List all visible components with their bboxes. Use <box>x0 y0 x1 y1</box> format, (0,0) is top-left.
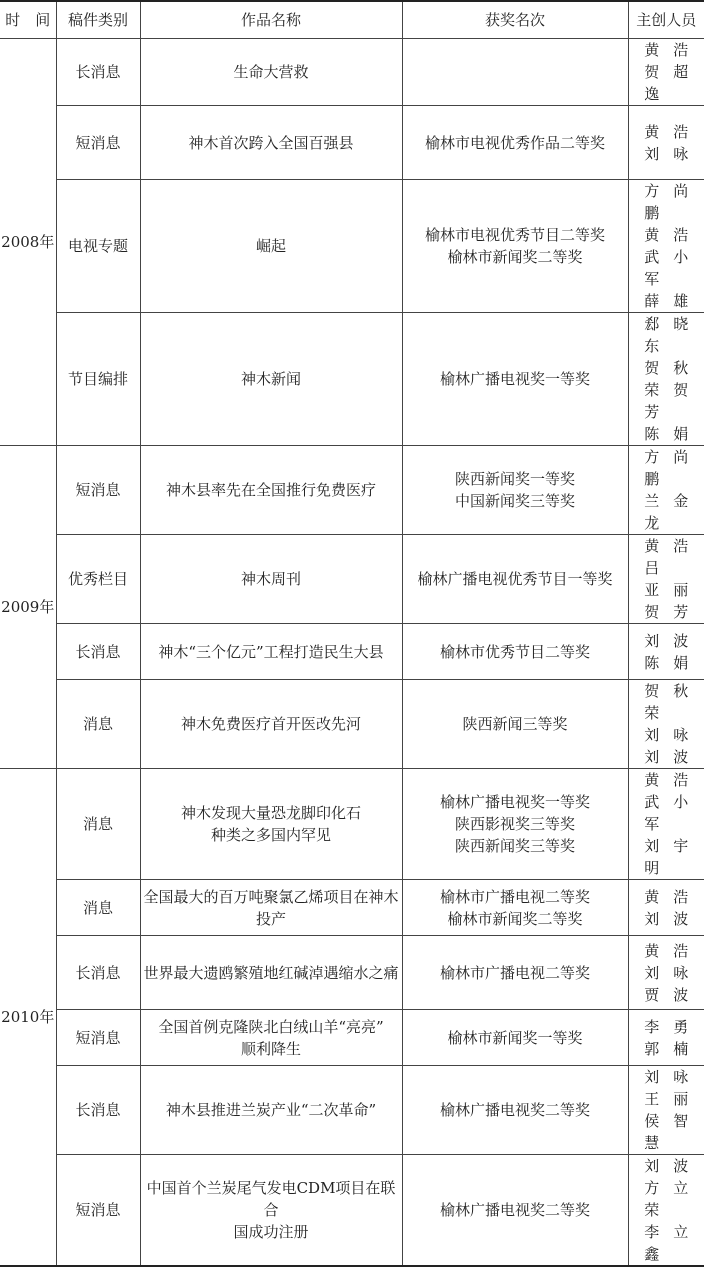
category-cell: 短消息 <box>56 446 140 535</box>
award-cell <box>402 180 628 313</box>
person-name: 陈娟 <box>644 653 689 672</box>
person-name: 贺秋荣 <box>644 682 689 722</box>
title-line: 神木首次跨入全国百强县 <box>188 133 354 152</box>
award-cell <box>402 535 628 624</box>
title-line: 种类之多国内罕见 <box>210 826 331 844</box>
person-name: 贺芳 <box>644 603 689 621</box>
person-name: 刘咏 <box>644 963 689 982</box>
header-row <box>0 1 704 39</box>
category-cell: 电视专题 <box>56 180 140 313</box>
table-row <box>0 313 704 446</box>
award-line: 榆林市优秀节目二等奖 <box>439 642 590 661</box>
title-cell <box>140 1066 402 1155</box>
award-cell <box>402 39 628 106</box>
category-cell: 短消息 <box>56 106 140 180</box>
person-name: 兰金龙 <box>644 492 689 532</box>
person-name: 刘波 <box>644 1157 689 1175</box>
person-name: 刘宇明 <box>644 837 689 877</box>
table-row <box>0 936 704 1010</box>
people-cell <box>628 180 704 313</box>
person-name: 贺秋 <box>644 359 689 377</box>
title-line: 崛起 <box>255 237 286 255</box>
people-cell <box>628 769 704 880</box>
people-cell <box>628 39 704 106</box>
award-line: 榆林市电视优秀节目二等奖 <box>424 226 605 244</box>
award-cell <box>402 313 628 446</box>
person-name: 黄浩 <box>644 771 689 789</box>
category-cell: 长消息 <box>56 39 140 106</box>
person-name: 方尚鹏 <box>644 182 689 222</box>
title-cell <box>140 180 402 313</box>
title-cell <box>140 769 402 880</box>
person-name: 刘波 <box>644 748 689 766</box>
title-cell <box>140 1155 402 1267</box>
person-name: 郄晓东 <box>644 315 689 355</box>
title-line: 世界最大遗鸥繁殖地红碱淖遇缩水之痛 <box>143 963 399 982</box>
person-name: 武小军 <box>644 248 689 288</box>
award-cell <box>402 880 628 936</box>
person-name: 李勇 <box>644 1017 689 1036</box>
person-name: 黄浩 <box>644 226 689 244</box>
person-name: 贾波 <box>644 985 689 1004</box>
title-cell <box>140 880 402 936</box>
title-cell <box>140 680 402 769</box>
title-line: 中国首个兰炭尾气发电CDM项目在联合 <box>146 1179 396 1219</box>
category-cell: 短消息 <box>56 1010 140 1066</box>
person-name: 李立鑫 <box>644 1223 689 1263</box>
people-cell <box>628 535 704 624</box>
person-name: 刘咏 <box>644 726 689 744</box>
category-cell: 短消息 <box>56 1155 140 1267</box>
table-row <box>0 39 704 106</box>
category-cell: 节目编排 <box>56 313 140 446</box>
table-row <box>0 106 704 180</box>
person-name: 武小军 <box>644 793 689 833</box>
award-line: 榆林市新闻奖二等奖 <box>447 248 583 266</box>
award-cell <box>402 680 628 769</box>
title-line: 神木免费医疗首开医改先河 <box>180 715 361 733</box>
person-name: 薛雄 <box>644 292 689 310</box>
title-cell <box>140 446 402 535</box>
table-row <box>0 880 704 936</box>
award-line: 陕西新闻三等奖 <box>462 715 568 733</box>
title-cell <box>140 106 402 180</box>
award-line: 榆林广播电视奖一等奖 <box>439 370 590 388</box>
person-name: 郭楠 <box>644 1039 689 1058</box>
person-name: 黄浩 <box>644 122 689 141</box>
title-cell <box>140 313 402 446</box>
category-cell: 长消息 <box>56 1066 140 1155</box>
person-name: 贺超逸 <box>644 63 689 103</box>
people-cell <box>628 880 704 936</box>
title-line: 国成功注册 <box>233 1223 309 1241</box>
header-title: 作品名称 <box>140 1 402 39</box>
award-line: 榆林广播电视奖一等奖 <box>439 793 590 811</box>
table-row <box>0 1066 704 1155</box>
award-line: 榆林广播电视奖二等奖 <box>439 1101 590 1119</box>
table-row <box>0 680 704 769</box>
title-cell <box>140 535 402 624</box>
person-name: 黄浩吕 <box>644 537 689 577</box>
title-line: 神木县推进兰炭产业“二次革命” <box>165 1101 377 1119</box>
award-line: 榆林市电视优秀作品二等奖 <box>424 133 605 152</box>
award-line: 榆林市广播电视二等奖 <box>439 887 590 906</box>
award-line: 陕西新闻奖一等奖 <box>454 470 575 488</box>
title-cell <box>140 39 402 106</box>
people-cell <box>628 313 704 446</box>
title-cell <box>140 936 402 1010</box>
person-name: 黄浩 <box>644 941 689 960</box>
table-row <box>0 180 704 313</box>
table-row <box>0 1155 704 1267</box>
person-name: 陈娟 <box>644 425 689 443</box>
title-line: 全国最大的百万吨聚氯乙烯项目在神木投产 <box>143 887 399 928</box>
title-line: 神木发现大量恐龙脚印化石 <box>180 804 361 822</box>
person-name: 荣贺芳 <box>644 381 689 421</box>
category-cell: 消息 <box>56 880 140 936</box>
person-name: 黄浩 <box>644 887 689 906</box>
category-cell: 消息 <box>56 769 140 880</box>
person-name: 侯智慧 <box>644 1112 689 1152</box>
person-name: 刘波 <box>644 631 689 650</box>
people-cell <box>628 680 704 769</box>
year-cell: 2008年 <box>0 39 56 446</box>
people-cell <box>628 624 704 680</box>
category-cell: 长消息 <box>56 624 140 680</box>
people-cell <box>628 446 704 535</box>
award-line: 榆林市新闻奖二等奖 <box>447 909 583 928</box>
person-name: 方尚鹏 <box>644 448 689 488</box>
award-line: 中国新闻奖三等奖 <box>454 492 575 510</box>
person-name: 刘波 <box>644 909 689 928</box>
year-cell: 2010年 <box>0 769 56 1267</box>
people-cell <box>628 106 704 180</box>
header-people: 主创人员 <box>628 1 704 39</box>
title-line: 神木新闻 <box>240 370 301 388</box>
category-cell: 消息 <box>56 680 140 769</box>
people-cell <box>628 1155 704 1267</box>
title-line: 生命大营救 <box>233 63 309 81</box>
people-cell <box>628 936 704 1010</box>
award-line: 榆林市广播电视二等奖 <box>439 963 590 982</box>
person-name: 刘咏 <box>644 144 689 163</box>
person-name: 黄浩 <box>644 41 689 59</box>
header-award: 获奖名次 <box>402 1 628 39</box>
award-line: 陕西影视奖三等奖 <box>454 815 575 833</box>
award-cell <box>402 106 628 180</box>
person-name: 亚丽 <box>644 581 689 599</box>
category-cell: 长消息 <box>56 936 140 1010</box>
year-cell: 2009年 <box>0 446 56 769</box>
title-line: 全国首例克隆陕北白绒山羊“亮亮” <box>158 1017 384 1036</box>
award-cell <box>402 769 628 880</box>
person-name: 王丽 <box>644 1090 689 1108</box>
people-cell <box>628 1066 704 1155</box>
award-line: 榆林广播电视奖二等奖 <box>439 1201 590 1219</box>
person-name: 刘咏 <box>644 1068 689 1086</box>
title-line: 顺利降生 <box>240 1039 301 1058</box>
table-row <box>0 624 704 680</box>
title-line: 神木周刊 <box>240 570 301 588</box>
title-line: 神木“三个亿元”工程打造民生大县 <box>158 642 384 661</box>
person-name: 方立荣 <box>644 1179 689 1219</box>
title-line: 神木县率先在全国推行免费医疗 <box>165 481 376 499</box>
title-cell <box>140 624 402 680</box>
award-cell <box>402 936 628 1010</box>
category-cell: 优秀栏目 <box>56 535 140 624</box>
award-line: 榆林广播电视优秀节目一等奖 <box>417 570 613 588</box>
award-cell <box>402 1066 628 1155</box>
table-row <box>0 535 704 624</box>
award-cell <box>402 624 628 680</box>
header-time: 时 间 <box>0 1 56 39</box>
award-line: 陕西新闻奖三等奖 <box>454 837 575 855</box>
table-row <box>0 446 704 535</box>
award-cell <box>402 446 628 535</box>
table-row <box>0 769 704 880</box>
award-cell <box>402 1155 628 1267</box>
header-category: 稿件类别 <box>56 1 140 39</box>
award-line: 榆林市新闻奖一等奖 <box>447 1028 583 1047</box>
